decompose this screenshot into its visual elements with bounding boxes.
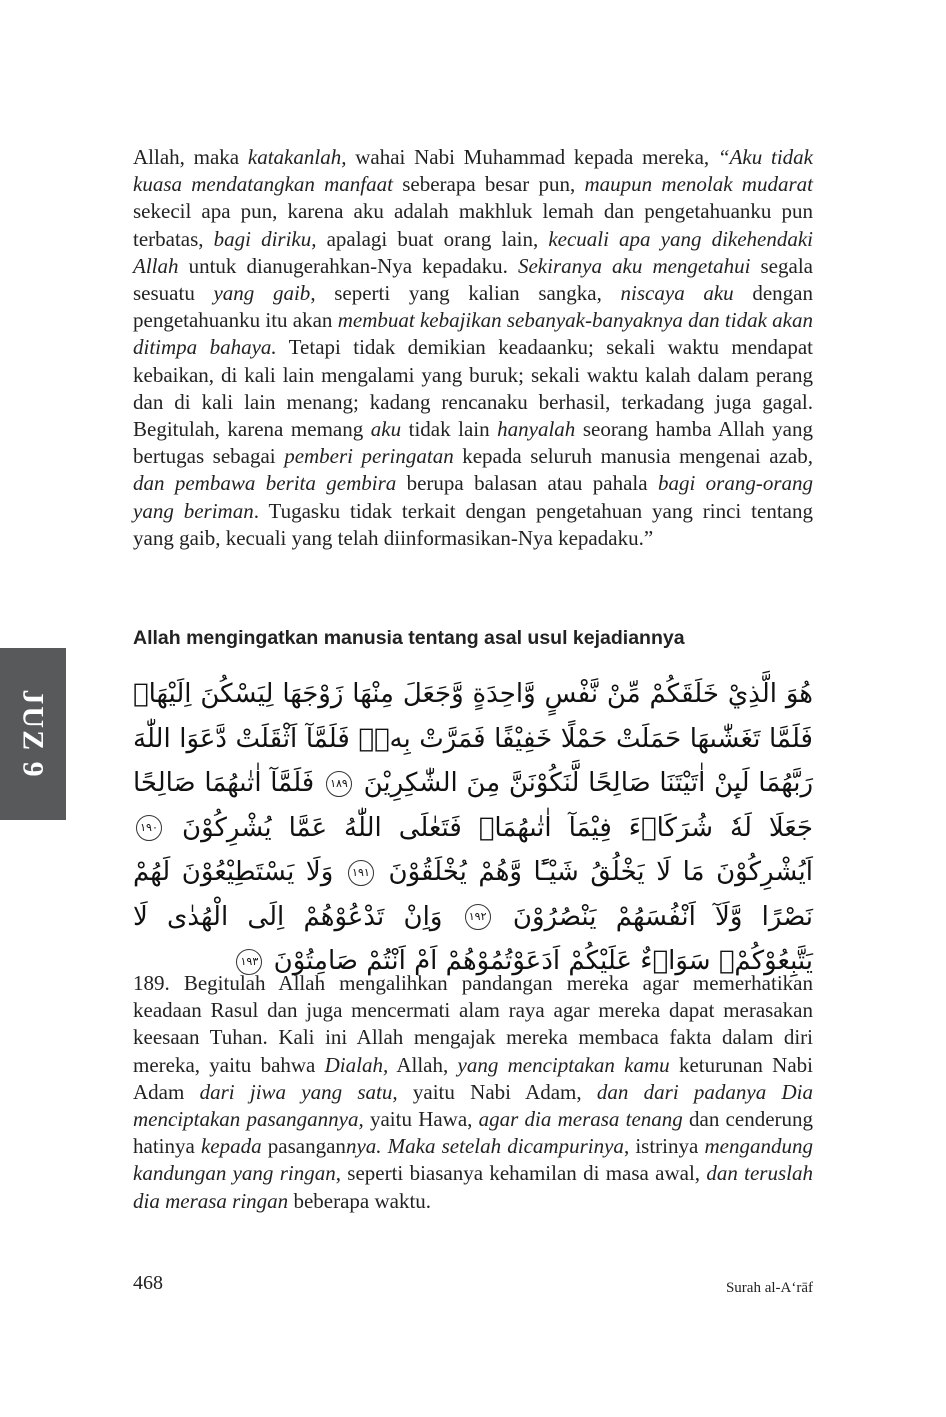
ayah-number-marker: ١٩٢	[465, 904, 491, 930]
italic-run: agar dia merasa tenang	[478, 1107, 683, 1132]
text-run: seberapa besar pun,	[392, 172, 585, 197]
text-run: yaitu Nabi Adam,	[397, 1079, 597, 1104]
italic-run: yang menciptakan kamu	[457, 1052, 670, 1077]
text-run: untuk dianugerahkan-Nya kepadaku.	[178, 253, 518, 278]
italic-run: bagi diriku,	[213, 226, 317, 251]
text-run: wahai Nabi Muhammad kepada mereka,	[346, 145, 718, 169]
verse-text: وَلَا يَسْتَطِيْعُوْنَ لَهُمْ نَصْرًا وَّلَآ اَنْفُسَهُمْ يَنْصُرُوْنَ	[133, 857, 814, 932]
ayah-number-marker: ١٩٠	[136, 815, 162, 841]
italic-run: bagi orang-orang yang beriman	[133, 471, 813, 523]
italic-run: maupun menolak mudarat	[584, 172, 813, 197]
italic-run: mengandung kandungan yang ringan	[133, 1134, 813, 1186]
ayah-number-marker: ١٩١	[348, 860, 374, 886]
juz-tab	[0, 648, 66, 820]
page-number: 468	[133, 1272, 163, 1294]
juz-label: JUZ 9	[17, 689, 50, 779]
verse-text: وَاِنْ تَدْعُوْهُمْ اِلَى الْهُدٰى لَا يَتَّبِعُوْكُمْۗ سَوَاۤءٌ عَلَيْكُمْ اَدَعَوْتُمُوْهُمْ اَمْ اَنْتُمْ صَامِتُوْنَ	[133, 901, 813, 976]
text-run: pasangan	[261, 1134, 346, 1159]
italic-run: aku	[370, 417, 402, 442]
verse-text: فَلَمَّآ اٰتٰىهُمَا صَالِحًا جَعَلَا لَهٗ شُرَكَاۤءَ فِيْمَآ اٰتٰىهُمَاۚ فَتَعٰلَى اللّٰهُ عَمَّا يُشْرِكُوْنَ	[133, 768, 813, 843]
text-run: 189. Begitulah Allah mengalihkan pandangan mereka agar memerhatikan keadaan Rasul dan juga mencermati alam raya agar mereka dapat merasakan keesaan Tuhan. Kali ini Allah mengajak mereka membaca fakta dalam diri mereka, yaitu bahwa	[133, 971, 813, 1077]
italic-run: membuat kebajikan sebanyak-banyaknya dan tidak akan ditimpa bahaya.	[133, 308, 813, 360]
italic-run: katakanlah,	[247, 145, 347, 169]
italic-run: kecuali apa yang dikehendaki Allah	[133, 226, 814, 278]
italic-run: yang gaib	[213, 281, 311, 306]
italic-run: dari jiwa yang satu,	[199, 1079, 398, 1104]
text-run: Allah, maka	[133, 145, 248, 169]
text-run: dengan pengetahuanku itu akan	[133, 281, 813, 333]
italic-run: “Aku tidak kuasa mendatangkan manfaat	[133, 145, 813, 197]
text-run: , seperti biasanya kehamilan di masa awal,	[335, 1161, 707, 1186]
text-run: berupa balasan atau pahala	[396, 471, 658, 496]
surah-name: Surah al-A‘rāf	[725, 1280, 813, 1296]
ayah-number-marker: ١٨٩	[326, 771, 352, 797]
text-run: apalagi buat orang lain,	[316, 226, 549, 251]
italic-run: , dan pembawa berita gembira	[133, 444, 813, 496]
italic-run: hanyalah	[497, 417, 576, 442]
text-run: seorang hamba Allah yang bertugas sebagai	[133, 417, 813, 469]
text-run: keturunan Nabi Adam	[133, 1052, 813, 1104]
text-run: kepada seluruh manusia mengenai azab	[453, 444, 808, 469]
italic-run: Dialah,	[324, 1052, 389, 1077]
text-run: . Tugasku tidak terkait dengan pengetahuan yang rinci tentang yang gaib, kecuali yang telah diinformasikan-Nya kepadaku.”	[133, 498, 813, 550]
text-run: yaitu Hawa,	[363, 1107, 479, 1132]
italic-run: dan teruslah dia merasa ringan	[133, 1161, 813, 1213]
text-run: , seperti yang kalian sangka,	[310, 281, 621, 306]
italic-run: kepada	[200, 1134, 262, 1159]
italic-run: pemberi peringatan	[284, 444, 454, 469]
text-run: tidak lain	[401, 417, 498, 442]
italic-run: dan dari padanya Dia menciptakan pasangannya,	[133, 1079, 814, 1132]
tafsir-paragraph	[133, 144, 813, 552]
text-run: sekecil apa pun, karena aku adalah makhluk lemah dan pengetahuanku pun terbatas,	[133, 199, 813, 251]
italic-run: Sekiranya aku mengetahui	[517, 253, 751, 278]
footnote-paragraph	[133, 970, 813, 1215]
arabic-verses	[133, 672, 813, 984]
verse-text: اَيُشْرِكُوْنَ مَا لَا يَخْلُقُ شَيْـًٔا وَّهُمْ يُخْلَقُوْنَ	[376, 857, 813, 887]
section-heading: Allah mengingatkan manusia tentang asal usul kejadiannya	[133, 627, 685, 649]
text-run: Allah,	[388, 1052, 458, 1077]
text-run: Tetapi tidak demikian keadaanku; sekali waktu mendapat kebaikan, di kali lain mengalami yang buruk; sekali waktu kalah dalam perang dan di kali lain menang; kadang rencanaku berhasil, terkadang juga gagal. Begitulah, karena memang	[133, 335, 813, 442]
ayah-number-marker: ١٩٣	[236, 949, 262, 975]
verse-text: هُوَ الَّذِيْ خَلَقَكُمْ مِّنْ نَّفْسٍ وَّاحِدَةٍ وَّجَعَلَ مِنْهَا زَوْجَهَا لِيَسْكُنَ اِلَيْهَاۚ فَلَمَّا تَغَشّٰىهَا حَمَلَتْ حَمْلًا خَفِيْفًا فَمَرَّتْ بِهٖۚ فَلَمَّآ اَثْقَلَتْ دَّعَوَا اللّٰهَ رَبَّهُمَا لَىِٕنْ اٰتَيْتَنَا صَالِحًا لَّنَكُوْنَنَّ مِنَ الشّٰكِرِيْنَ	[133, 679, 814, 798]
text-run: segala sesuatu	[133, 253, 813, 306]
text-run: beberapa waktu.	[288, 1188, 432, 1213]
text-run: dan cenderung hatinya	[133, 1107, 814, 1159]
italic-run: niscaya aku	[620, 281, 734, 306]
text-run: , istrinya	[623, 1134, 705, 1159]
italic-run: nya. Maka setelah dicampurinya	[345, 1134, 624, 1159]
